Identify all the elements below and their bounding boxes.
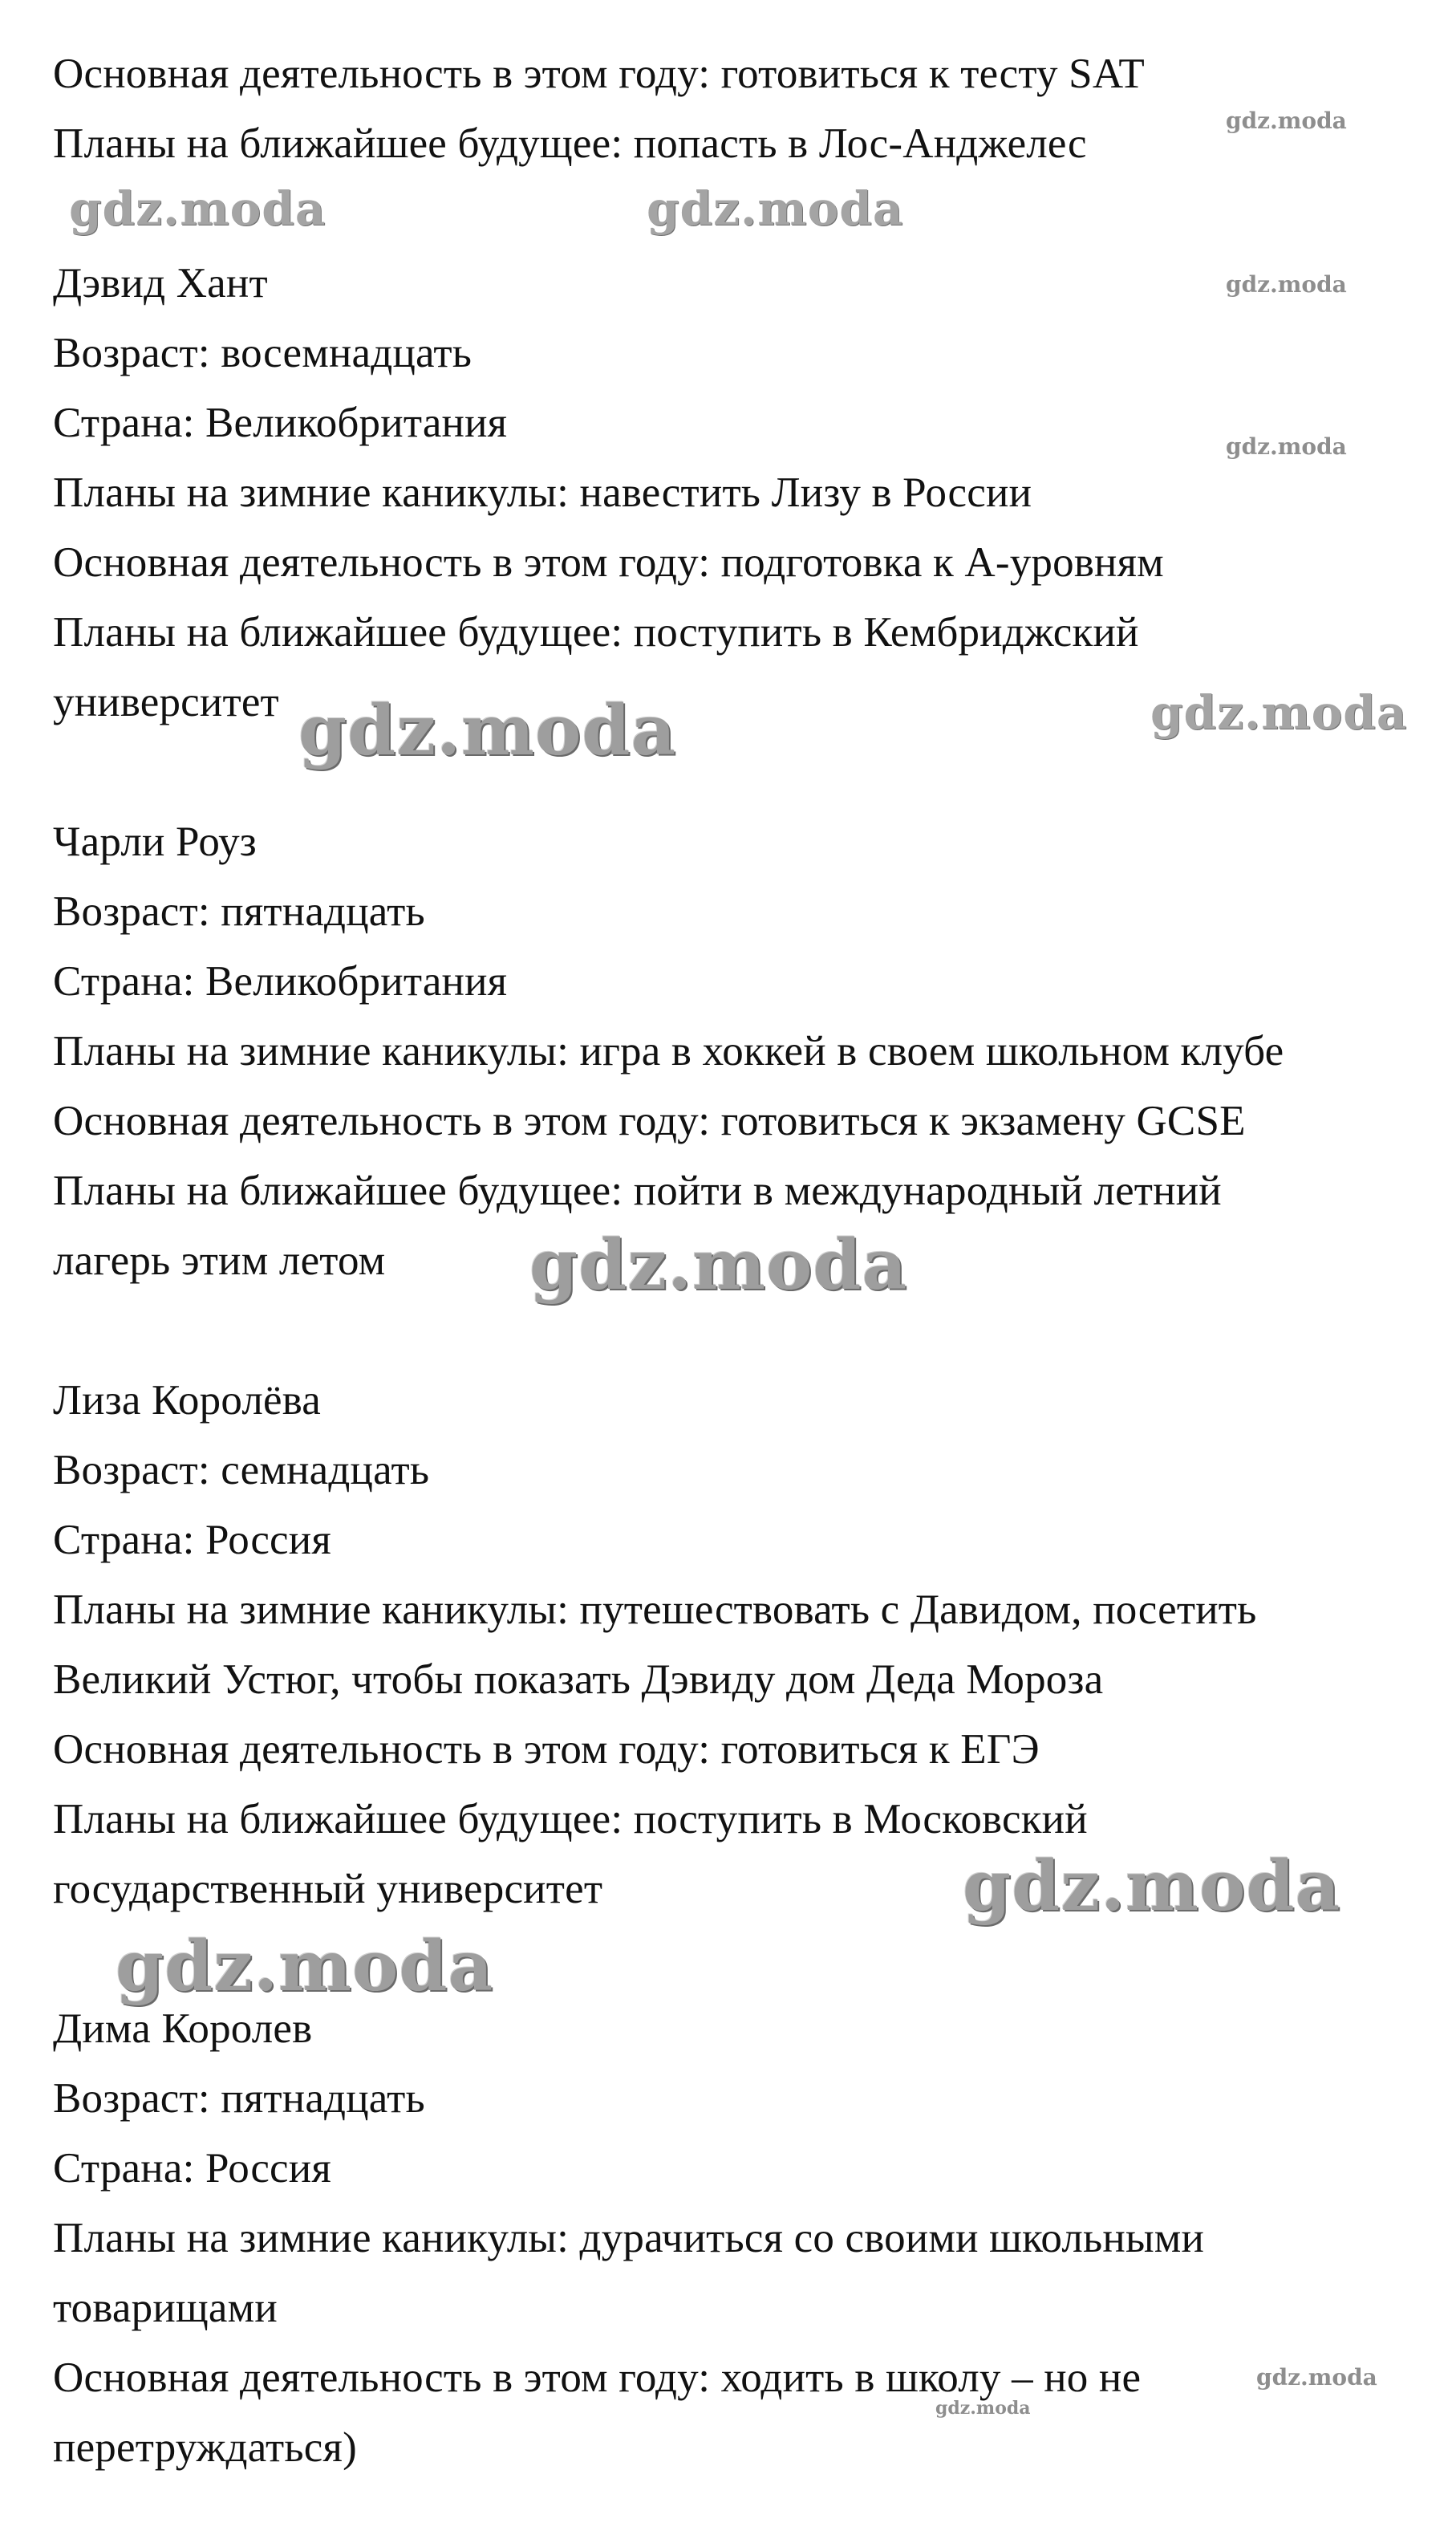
text-line: Основная деятельность в этом году: подготовка к А-уровням [53, 539, 1164, 586]
watermark-logo: gdz.moda [116, 1926, 494, 2007]
text-line: Планы на ближайшее будущее: поступить в Кембриджский [53, 609, 1139, 656]
watermark-logo: gdz.moda [529, 1225, 908, 1306]
watermark-logo: gdz.moda [1150, 685, 1408, 740]
text-line: государственный университет [53, 1866, 603, 1912]
person-name: Дэвид Хант [53, 260, 268, 307]
text-line: Возраст: семнадцать [53, 1447, 430, 1493]
watermark-logo: gdz.moda [1226, 271, 1347, 298]
text-line: Планы на ближайшее будущее: поступить в Московский [53, 1796, 1088, 1842]
text-line: Планы на ближайшее будущее: попасть в Лос-Анджелес [53, 120, 1087, 167]
text-line: лагерь этим летом [53, 1237, 386, 1284]
text-line: Основная деятельность в этом году: готовиться к тесту SAT [53, 51, 1146, 97]
text-line: Планы на зимние каникулы: игра в хоккей в своем школьном клубе [53, 1028, 1284, 1075]
text-line: Основная деятельность в этом году: готовиться к экзамену GCSE [53, 1098, 1246, 1144]
text-line: Основная деятельность в этом году: ходить в школу – но не [53, 2354, 1142, 2401]
text-line: Страна: Великобритания [53, 958, 508, 1005]
text-line: Возраст: пятнадцать [53, 2075, 425, 2122]
text-line: Планы на зимние каникулы: дурачиться со своими школьными [53, 2215, 1205, 2261]
text-line: Возраст: пятнадцать [53, 888, 425, 935]
text-line: Великий Устюг, чтобы показать Дэвиду дом Деда Мороза [53, 1656, 1104, 1703]
text-line: Страна: Великобритания [53, 400, 508, 446]
text-line: товарищами [53, 2285, 278, 2331]
text-line: Планы на зимние каникулы: путешествовать с Давидом, посетить [53, 1586, 1257, 1633]
text-line: Основная деятельность в этом году: готовиться к ЕГЭ [53, 1726, 1040, 1773]
text-line: перетруждаться) [53, 2424, 357, 2471]
watermark-logo: gdz.moda [1226, 433, 1347, 460]
text-line: Страна: Россия [53, 1517, 331, 1563]
text-line: Планы на зимние каникулы: навестить Лизу в России [53, 469, 1032, 516]
text-line: Возраст: восемнадцать [53, 330, 472, 376]
person-name: Дима Королев [53, 2005, 313, 2052]
person-name: Лиза Королёва [53, 1377, 321, 1424]
text-line: Страна: Россия [53, 2145, 331, 2192]
watermark-logo: gdz.moda [935, 2398, 1031, 2419]
watermark-logo: gdz.moda [647, 181, 904, 236]
watermark-logo: gdz.moda [69, 181, 326, 236]
text-line: Планы на ближайшее будущее: пойти в международный летний [53, 1168, 1222, 1214]
watermark-logo: gdz.moda [963, 1846, 1341, 1927]
watermark-logo: gdz.moda [298, 690, 677, 771]
watermark-logo: gdz.moda [1256, 2364, 1377, 2391]
text-line: университет [53, 679, 279, 725]
watermark-logo: gdz.moda [1226, 108, 1347, 134]
person-name: Чарли Роуз [53, 819, 257, 865]
